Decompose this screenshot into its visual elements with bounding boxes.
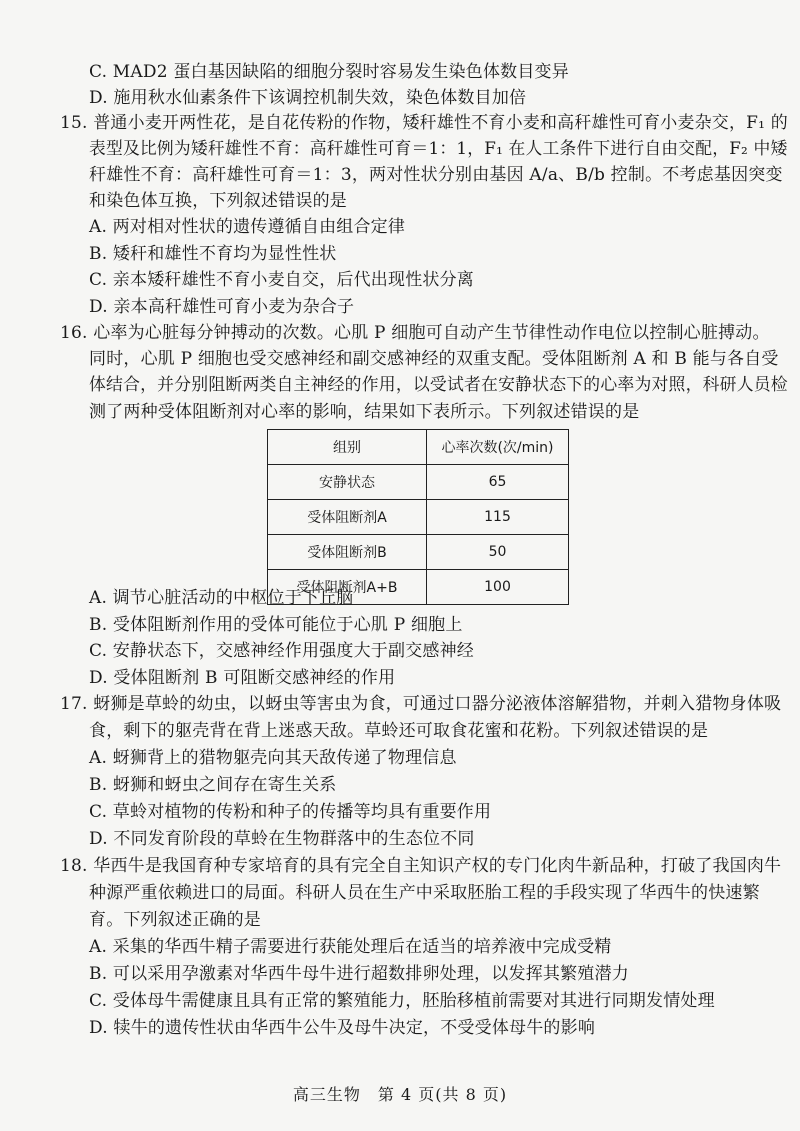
table-cell-rate: 65 — [427, 465, 569, 500]
q16-option-b: B. 受体阻断剂作用的受体可能位于心肌 P 细胞上 — [89, 615, 463, 635]
table-header-group: 组别 — [268, 430, 427, 465]
table-cell-group: 受体阻断剂B — [268, 535, 427, 570]
table-row — [268, 500, 569, 535]
q15-stem-line-2: 表型及比例为矮秆雄性不育：高秆雄性可育＝1：1，F₁ 在人工条件下进行自由交配，F₂ 中矮 — [89, 139, 788, 159]
q16-stem-line-4: 测了两种受体阻断剂对心率的影响，结果如下表所示。下列叙述错误的是 — [89, 402, 640, 422]
q14-option-c: C. MAD2 蛋白基因缺陷的细胞分裂时容易发生染色体数目变异 — [89, 62, 569, 82]
table-row — [268, 465, 569, 500]
q15-stem-line-4: 和染色体互换，下列叙述错误的是 — [89, 191, 347, 211]
q17-option-d: D. 不同发育阶段的草蛉在生物群落中的生态位不同 — [89, 829, 475, 849]
q18-option-c: C. 受体母牛需健康且具有正常的繁殖能力，胚胎移植前需要对其进行同期发情处理 — [89, 991, 715, 1011]
q18-stem-line-1: 18. 华西牛是我国育种专家培育的具有完全自主知识产权的专门化肉牛新品种，打破了我国肉牛 — [60, 856, 782, 876]
q16-stem-line-2: 同时，心肌 P 细胞也受交感神经和副交感神经的双重支配。受体阻断剂 A 和 B 能与各自受 — [89, 349, 779, 369]
table-cell-rate: 100 — [427, 570, 569, 605]
q15-option-d: D. 亲本高秆雄性可育小麦为杂合子 — [89, 297, 355, 317]
q15-stem-line-3: 秆雄性不育：高秆雄性可育＝1：3，两对性状分别由基因 A/a、B/b 控制。不考虑基因突变 — [89, 165, 783, 185]
q18-stem-line-3: 育。下列叙述正确的是 — [89, 910, 261, 930]
table-row — [268, 535, 569, 570]
q16-stem-line-3: 体结合，并分别阻断两类自主神经的作用，以受试者在安静状态下的心率为对照，科研人员检 — [89, 375, 788, 395]
heart-rate-table — [267, 429, 569, 605]
q17-stem-line-1: 17. 蚜狮是草蛉的幼虫，以蚜虫等害虫为食，可通过口器分泌液体溶解猎物，并刺入猎物身体吸 — [60, 694, 782, 714]
table-header-row — [268, 430, 569, 465]
page-footer: 高三生物 第 4 页(共 8 页) — [292, 1085, 508, 1104]
q15-stem-line-1: 15. 普通小麦开两性花，是自花传粉的作物，矮秆雄性不育小麦和高秆雄性可育小麦杂交，F₁ 的 — [60, 113, 788, 133]
q16-stem-line-1: 16. 心率为心脏每分钟搏动的次数。心肌 P 细胞可自动产生节律性动作电位以控制心脏搏动。 — [60, 323, 770, 343]
q17-option-b: B. 蚜狮和蚜虫之间存在寄生关系 — [89, 775, 337, 795]
q15-option-b: B. 矮秆和雄性不育均为显性性状 — [89, 244, 337, 264]
table-cell-group: 受体阻断剂A — [268, 500, 427, 535]
q18-stem-line-2: 种源严重依赖进口的局面。科研人员在生产中采取胚胎工程的手段实现了华西牛的快速繁 — [89, 883, 760, 903]
table-cell-rate: 115 — [427, 500, 569, 535]
q17-option-c: C. 草蛉对植物的传粉和种子的传播等均具有重要作用 — [89, 802, 492, 822]
q18-option-a: A. 采集的华西牛精子需要进行获能处理后在适当的培养液中完成受精 — [89, 937, 612, 957]
table-cell-group: 受体阻断剂A+B — [268, 570, 427, 605]
table-header-heart-rate: 心率次数(次/min) — [427, 430, 569, 465]
q17-option-a: A. 蚜狮背上的猎物躯壳向其天敌传递了物理信息 — [89, 748, 457, 768]
q16-option-c: C. 安静状态下，交感神经作用强度大于副交感神经 — [89, 641, 475, 661]
q18-option-b: B. 可以采用孕激素对华西牛母牛进行超数排卵处理，以发挥其繁殖潜力 — [89, 964, 629, 984]
q17-stem-line-2: 食，剩下的躯壳背在背上迷惑天敌。草蛉还可取食花蜜和花粉。下列叙述错误的是 — [89, 721, 709, 741]
q16-option-a: A. 调节心脏活动的中枢位于下丘脑 — [89, 588, 354, 608]
q15-option-a: A. 两对相对性状的遗传遵循自由组合定律 — [89, 217, 406, 237]
q14-option-d: D. 施用秋水仙素条件下该调控机制失效，染色体数目加倍 — [89, 88, 527, 108]
table-cell-rate: 50 — [427, 535, 569, 570]
table-cell-group: 安静状态 — [268, 465, 427, 500]
q15-option-c: C. 亲本矮秆雄性不育小麦自交，后代出现性状分离 — [89, 270, 475, 290]
q18-option-d: D. 犊牛的遗传性状由华西牛公牛及母牛决定，不受受体母牛的影响 — [89, 1018, 596, 1038]
q16-option-d: D. 受体阻断剂 B 可阻断交感神经的作用 — [89, 668, 396, 688]
